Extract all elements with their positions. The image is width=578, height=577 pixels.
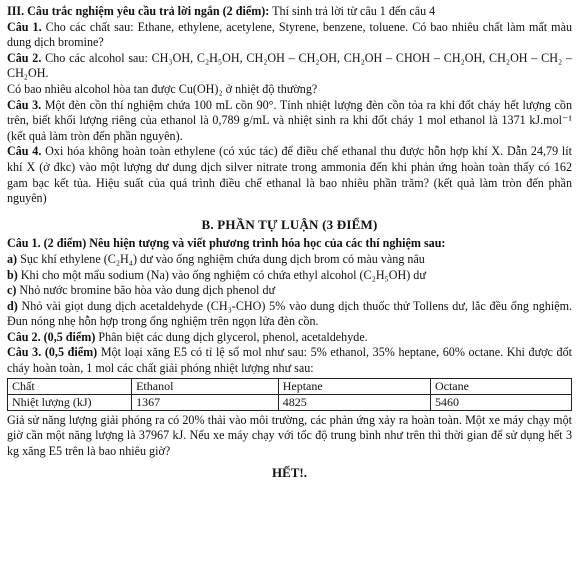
part3-question-1	[7, 20, 572, 51]
essay-q3-after: Giả sử năng lượng giải phóng ra có 20% thải vào môi trường, các phản ứng xảy ra hoàn toàn. Một xe máy chạy một giờ cần một năng lượng là 37967 kJ. Nếu xe máy chạy với tốc độ trung bình như trên thì thời gian để sử dụng hết 3 kg xăng E5 trên là bao nhiêu giờ?	[7, 412, 572, 458]
essay-q3	[7, 345, 572, 376]
table-cell: Chất	[8, 378, 132, 394]
part3-question-2	[7, 51, 572, 82]
essay-q1-a	[7, 252, 572, 268]
q1-label: Câu 1.	[7, 19, 42, 34]
essay-q1-c	[7, 283, 572, 299]
essay-q1-c-text: Nhỏ nước bromine bão hòa vào dung dịch phenol dư	[16, 283, 276, 298]
q2-line1: Cho các alcohol sau: CH₃OH, C₂H₅OH, CH₂OH – CH₂OH, CH₂OH – CHOH – CH₂OH, CH₂OH – CH₂ – CH₂OH.	[7, 50, 572, 81]
end-mark: HẾT!.	[271, 465, 308, 481]
table-cell: Nhiệt lượng (kJ)	[8, 394, 132, 410]
heat-table-row	[8, 394, 572, 410]
heat-table	[7, 378, 572, 411]
q4-label: Câu 4.	[7, 144, 42, 159]
essay-q1-b	[7, 268, 572, 284]
essay-q1-d-label: d)	[7, 298, 18, 313]
part3-heading-line	[7, 4, 572, 20]
table-cell: 5460	[430, 394, 571, 410]
essay-q2-text: Phân biệt các dung dịch glycerol, phenol, acetaldehyde.	[95, 329, 368, 344]
essay-q1-a-label: a)	[7, 251, 18, 266]
essay-q1-b-text: Khi cho một mẩu sodium (Na) vào ống nghiệm có chứa ethyl alcohol (C₂H₅OH) dư	[17, 267, 426, 282]
table-cell: Octane	[430, 378, 571, 394]
q2-line2: Có bao nhiêu alcohol hòa tan được Cu(OH)₂ ở nhiệt độ thường?	[7, 81, 318, 96]
essay-q1-c-label: c)	[7, 283, 17, 298]
part3-question-4	[7, 144, 572, 206]
q2-label: Câu 2.	[7, 50, 42, 65]
essay-q1-d-text: Nhỏ vài giọt dung dịch acetaldehyde (CH₃-CHO) 5% vào dung dịch thuốc thử Tollens dư, lắc đều ống nghiệm. Đun nóng nhẹ hỗn hợp trong ống nghiệm trên ngọn lửa đèn cồn.	[7, 298, 572, 329]
table-cell: Heptane	[278, 378, 430, 394]
table-cell: 1367	[132, 394, 279, 410]
q3-label: Câu 3.	[7, 97, 42, 112]
essay-q1-d	[7, 299, 572, 330]
table-cell: Ethanol	[132, 378, 279, 394]
essay-q1-a-text: Sục khí ethylene (C₂H₄) dư vào ống nghiệm chứa dung dịch brom có màu vàng nâu	[17, 251, 425, 266]
essay-q2-label: Câu 2. (0,5 điểm)	[7, 329, 96, 344]
part3-heading-rest: Thí sinh trả lời từ câu 1 đến câu 4	[269, 4, 436, 18]
part3-heading: III. Câu trắc nghiệm yêu cầu trả lời ngắn (2 điểm):	[7, 4, 270, 18]
essay-q1-heading: Câu 1. (2 điểm) Nêu hiện tượng và viết phương trình hóa học của các thí nghiệm sau:	[7, 236, 446, 251]
essay-q3-text: Một loại xăng E5 có tỉ lệ số mol như sau: 5% ethanol, 35% heptane, 60% octane. Khi được đốt cháy hoàn toàn, 1 mol các chất giải phóng nhiệt lượng như sau:	[7, 345, 572, 376]
part3-question-3	[7, 98, 572, 145]
q3-text: Một đèn cồn thí nghiệm chứa 100 mL cồn 90°. Tính nhiệt lượng đèn cồn tỏa ra khi đốt cháy hết lượng cồn trên, biết khối lượng riêng của ethanol là 0,789 g/mL và nhiệt sinh ra khi đốt cháy 1 mol ethanol là 1371 kJ.mol⁻¹ (kết quả làm tròn đến phần nguyên).	[7, 97, 572, 143]
partB-heading: B. PHẦN TỰ LUẬN (3 ĐIỂM)	[201, 216, 378, 232]
q4-text: Oxi hóa không hoàn toàn ethylene (có xúc tác) để điều chế ethanal thu được hỗn hợp khí X. Dẫn 24,79 lít khí X (ở đkc) vào một lượng dư dung dịch silver nitrate trong ammonia đến khi phản ứng hoàn toàn thấy có 162 gam bạc kết tủa. Hiệu suất của quá trình điều chế ethanal là bao nhiêu phần trăm? (kết quả làm tròn đến phần nguyên)	[7, 144, 572, 206]
essay-q3-label: Câu 3. (0,5 điểm)	[7, 345, 98, 360]
q1-text: Cho các chất sau: Ethane, ethylene, acetylene, Styrene, benzene, toluene. Có bao nhiêu chất làm mất màu dung dịch bromine?	[7, 19, 572, 50]
essay-q1-b-label: b)	[7, 267, 18, 282]
table-cell: 4825	[278, 394, 430, 410]
essay-q2	[7, 330, 572, 346]
heat-table-header-row	[8, 378, 572, 394]
